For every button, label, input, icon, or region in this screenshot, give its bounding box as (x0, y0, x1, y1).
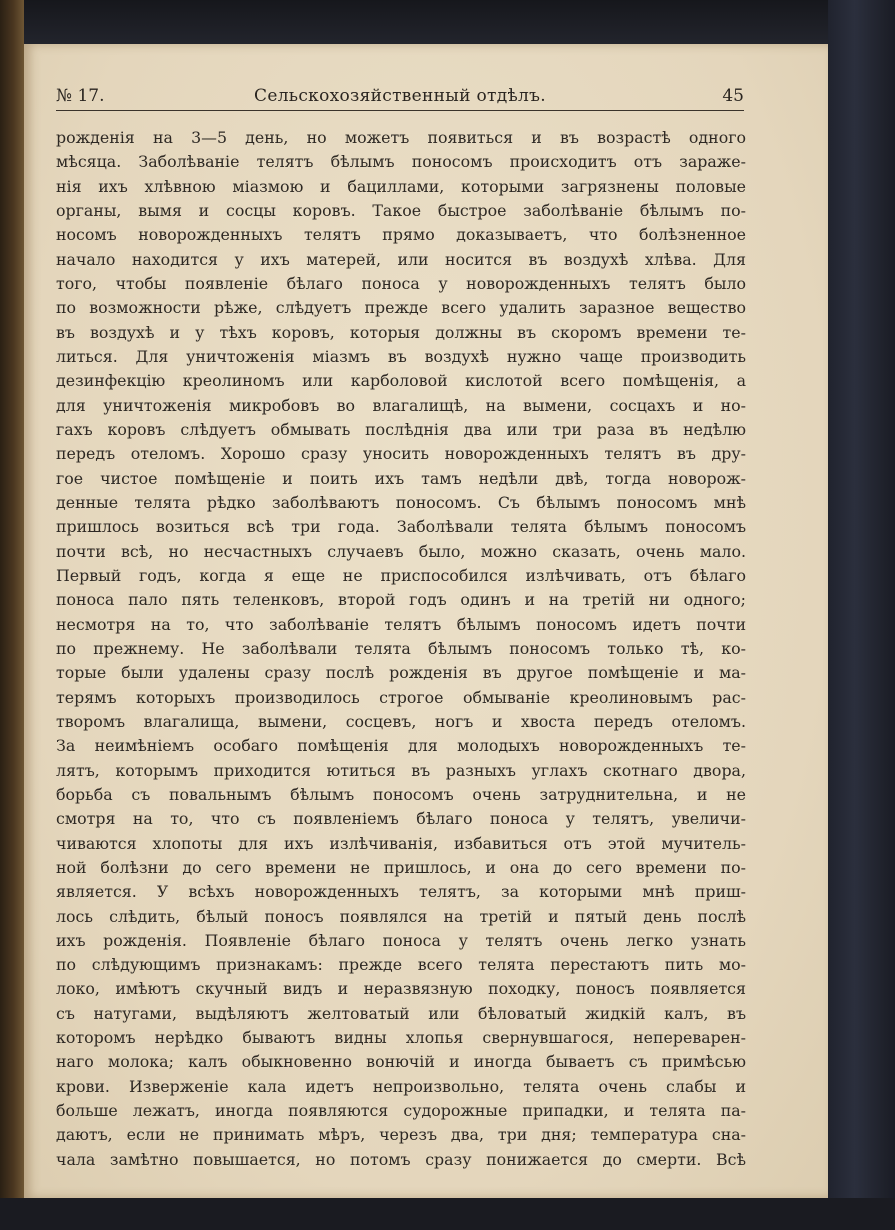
text-line: крови. Изверженіе кала идетъ непроизвольно, телята очень слабы и (56, 1076, 746, 1096)
text-line: чиваются хлопоты для ихъ излѣчиванія, избавиться отъ этой мучитель- (56, 833, 746, 853)
text-line: начало находится у ихъ матерей, или носится въ воздухѣ хлѣва. Для (56, 249, 746, 269)
text-line: является. У всѣхъ новорожденныхъ телятъ, за которыми мнѣ приш- (56, 882, 746, 902)
text-line: За неимѣніемъ особаго помѣщенія для молодыхъ новорожденныхъ те- (56, 736, 746, 756)
running-header (56, 84, 744, 110)
text-line: несмотря на то, что заболѣваніе телятъ бѣлымъ поносомъ идетъ почти (56, 614, 746, 634)
text-line: поноса пало пять теленковъ, второй годъ одинъ и на третій ни одного; (56, 590, 746, 610)
text-line: почти всѣ, но несчастныхъ случаевъ было, можно сказать, очень мало. (56, 541, 746, 561)
body-text (56, 126, 746, 1172)
text-line: локо, имѣютъ скучный видъ и неразвязную походку, поносъ появляется (56, 979, 746, 999)
text-line: торые были удалены сразу послѣ рожденія въ другое помѣщеніе и ма- (56, 663, 746, 683)
book-binding-edge (0, 0, 24, 1230)
text-line: чала замѣтно повышается, но потомъ сразу понижается до смерти. Всѣ (56, 1149, 746, 1169)
text-line: борьба съ повальнымъ бѣлымъ поносомъ очень затруднительна, и не (56, 784, 746, 804)
text-line: дезинфекцію креолиномъ или карболовой кислотой всего помѣщенія, а (56, 371, 746, 391)
text-line: ихъ рожденія. Появленіе бѣлаго поноса у телятъ очень легко узнать (56, 930, 746, 950)
text-line: для уничтоженія микробовъ во влагалищѣ, на вымени, сосцахъ и но- (56, 395, 746, 415)
scan-background-bottom (0, 1198, 895, 1230)
text-line: лятъ, которымъ приходится ютиться въ разныхъ углахъ скотнаго двора, (56, 760, 746, 780)
text-line: носомъ новорожденныхъ телятъ прямо доказываетъ, что болѣзненное (56, 225, 746, 245)
page-number: 45 (722, 86, 744, 106)
text-line: съ натугами, выдѣляютъ желтоватый или бѣловатый жидкій калъ, въ (56, 1003, 746, 1023)
text-line: по слѣдующимъ признакамъ: прежде всего телята перестаютъ пить мо- (56, 955, 746, 975)
text-line: литься. Для уничтоженія міазмъ въ воздухѣ нужно чаще производить (56, 346, 746, 366)
book-page (24, 44, 828, 1198)
text-line: денные телята рѣдко заболѣваютъ поносомъ. Съ бѣлымъ поносомъ мнѣ (56, 492, 746, 512)
text-line: по прежнему. Не заболѣвали телята бѣлымъ поносомъ только тѣ, ко- (56, 638, 746, 658)
text-line: смотря на то, что съ появленіемъ бѣлаго поноса у телятъ, увеличи- (56, 809, 746, 829)
text-line: Первый годъ, когда я еще не приспособился излѣчивать, отъ бѣлаго (56, 565, 746, 585)
text-line: по возможности рѣже, слѣдуетъ прежде всего удалить заразное вещество (56, 298, 746, 318)
text-line: которомъ нерѣдко бываютъ видны хлопья свернувшагося, непереварен- (56, 1028, 746, 1048)
text-line: наго молока; калъ обыкновенно вонючій и иногда бываетъ съ примѣсью (56, 1052, 746, 1072)
text-line: гое чистое помѣщеніе и поить ихъ тамъ недѣли двѣ, тогда новорож- (56, 468, 746, 488)
text-line: гахъ коровъ слѣдуетъ обмывать послѣднія два или три раза въ недѣлю (56, 419, 746, 439)
text-line: мѣсяца. Заболѣваніе телятъ бѣлымъ поносомъ происходитъ отъ зараже- (56, 152, 746, 172)
text-line: ной болѣзни до сего времени не пришлось, и она до сего времени по- (56, 857, 746, 877)
header-rule (56, 110, 744, 111)
text-line: рожденія на 3—5 день, но можетъ появиться и въ возрастѣ одного (56, 128, 746, 147)
text-line: пришлось возиться всѣ три года. Заболѣвали телята бѣлымъ поносомъ (56, 517, 746, 537)
text-line: органы, вымя и сосцы коровъ. Такое быстрое заболѣваніе бѣлымъ по- (56, 200, 746, 220)
text-line: передъ отеломъ. Хорошо сразу уносить новорожденныхъ телятъ въ дру- (56, 444, 746, 464)
section-title: Сельскохозяйственный отдѣлъ. (254, 86, 546, 106)
text-line: въ воздухѣ и у тѣхъ коровъ, которыя должны въ скоромъ времени те- (56, 322, 746, 342)
text-line: нія ихъ хлѣвною міазмою и бациллами, которыми загрязнены половые (56, 176, 746, 196)
issue-number: № 17. (56, 86, 105, 106)
scan-background-top (0, 0, 895, 44)
text-line: больше лежатъ, иногда появляются судорожные припадки, и телята па- (56, 1101, 746, 1121)
text-line: творомъ влагалища, вымени, сосцевъ, ногъ и хвоста передъ отеломъ. (56, 711, 746, 731)
text-line: даютъ, если не принимать мѣръ, черезъ два, три дня; температура сна- (56, 1125, 746, 1145)
book-cover-edge (828, 0, 895, 1230)
text-line: лось слѣдить, бѣлый поносъ появлялся на третій и пятый день послѣ (56, 906, 746, 926)
text-line: терямъ которыхъ производилось строгое обмываніе креолиновымъ рас- (56, 687, 746, 707)
text-line: того, чтобы появленіе бѣлаго поноса у новорожденныхъ телятъ было (56, 273, 746, 293)
